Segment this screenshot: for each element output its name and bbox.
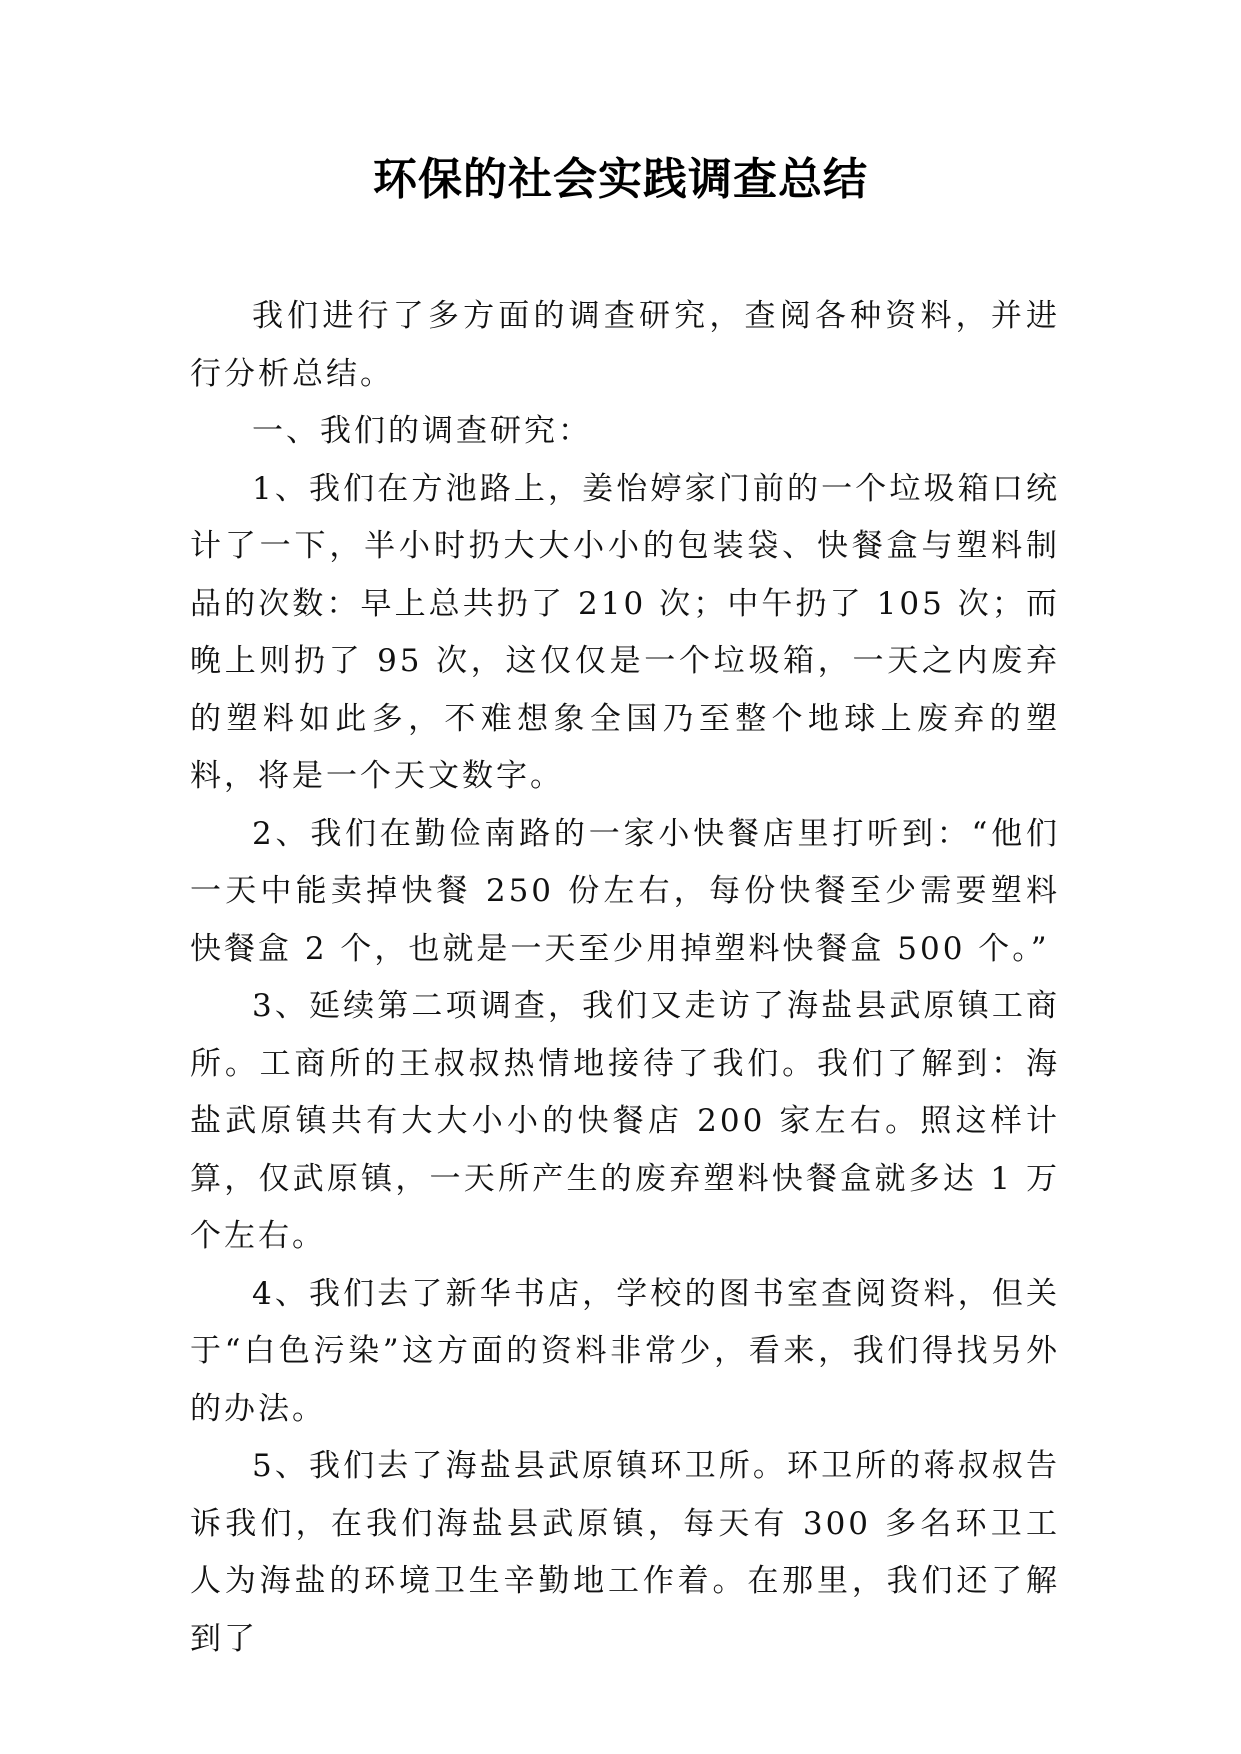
section-heading: 一、我们的调查研究：: [252, 413, 592, 449]
document-body: [190, 288, 1060, 1668]
paragraph-item-4: 4、我们去了新华书店，学校的图书室查阅资料，但关于“白色污染”这方面的资料非常少，看来，我们得找另外的办法。: [190, 1275, 1060, 1427]
paragraph-item-3: 3、延续第二项调查，我们又走访了海盐县武原镇工商所。工商所的王叔叔热情地接待了我们。我们了解到：海盐武原镇共有大大小小的快餐店 200 家左右。照这样计算，仅武原镇，一天所产生的废弃塑料快餐盒就多达 1 万个左右。: [190, 988, 1060, 1254]
document-title: 环保的社会实践调查总结: [373, 154, 868, 205]
paragraph-item-1: 1、我们在方池路上，姜怡婷家门前的一个垃圾箱口统计了一下，半小时扔大大小小的包装袋、快餐盒与塑料制品的次数：早上总共扔了 210 次；中午扔了 105 次；而晚上则扔了 95 次，这仅仅是一个垃圾箱，一天之内废弃的塑料如此多，不难想象全国乃至整个地球上废弃的塑料，将是一个天文数字。: [190, 470, 1060, 794]
paragraph-intro: 我们进行了多方面的调查研究，查阅各种资料，并进行分析总结。: [190, 298, 1060, 392]
paragraph-item-5: 5、我们去了海盐县武原镇环卫所。环卫所的蒋叔叔告诉我们，在我们海盐县武原镇，每天有 300 多名环卫工人为海盐的环境卫生辛勤地工作着。在那里，我们还了解到了: [190, 1448, 1060, 1657]
paragraph-item-2: 2、我们在勤俭南路的一家小快餐店里打听到：“他们一天中能卖掉快餐 250 份左右，每份快餐至少需要塑料快餐盒 2 个，也就是一天至少用掉塑料快餐盒 500 个。”: [190, 815, 1060, 967]
